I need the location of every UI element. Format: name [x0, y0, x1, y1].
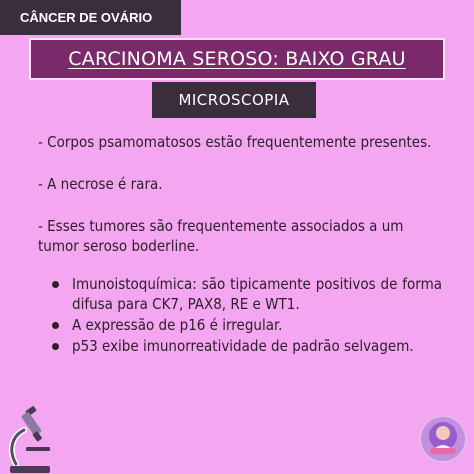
section-banner	[152, 82, 316, 118]
paragraph-psammoma: - Corpos psamomatosos estão frequentemente presentes.	[38, 133, 432, 151]
bullet-list	[38, 274, 442, 356]
page-title: CARCINOMA SEROSO: BAIXO GRAU	[68, 48, 406, 70]
paragraph-borderline: - Esses tumores são frequentemente associados a um tumor seroso boderline.	[38, 217, 404, 255]
brand-logo	[418, 414, 468, 464]
bullet-item-p53: p53 exibe imunorreatividade de padrão selvagem.	[72, 336, 442, 356]
content-body	[38, 132, 442, 357]
title-banner	[29, 38, 445, 80]
section-title: MICROSCOPIA	[178, 91, 290, 109]
category-tag: CÂNCER DE OVÁRIO	[0, 0, 181, 35]
paragraph-necrosis: - A necrose é rara.	[38, 175, 163, 193]
bullet-item-p16: A expressão de p16 é irregular.	[72, 315, 442, 335]
microscope-icon	[6, 404, 60, 474]
bullet-item-ihc: Imunoistoquímica: são tipicamente positivos de forma difusa para CK7, PAX8, RE e WT1.	[72, 275, 442, 313]
